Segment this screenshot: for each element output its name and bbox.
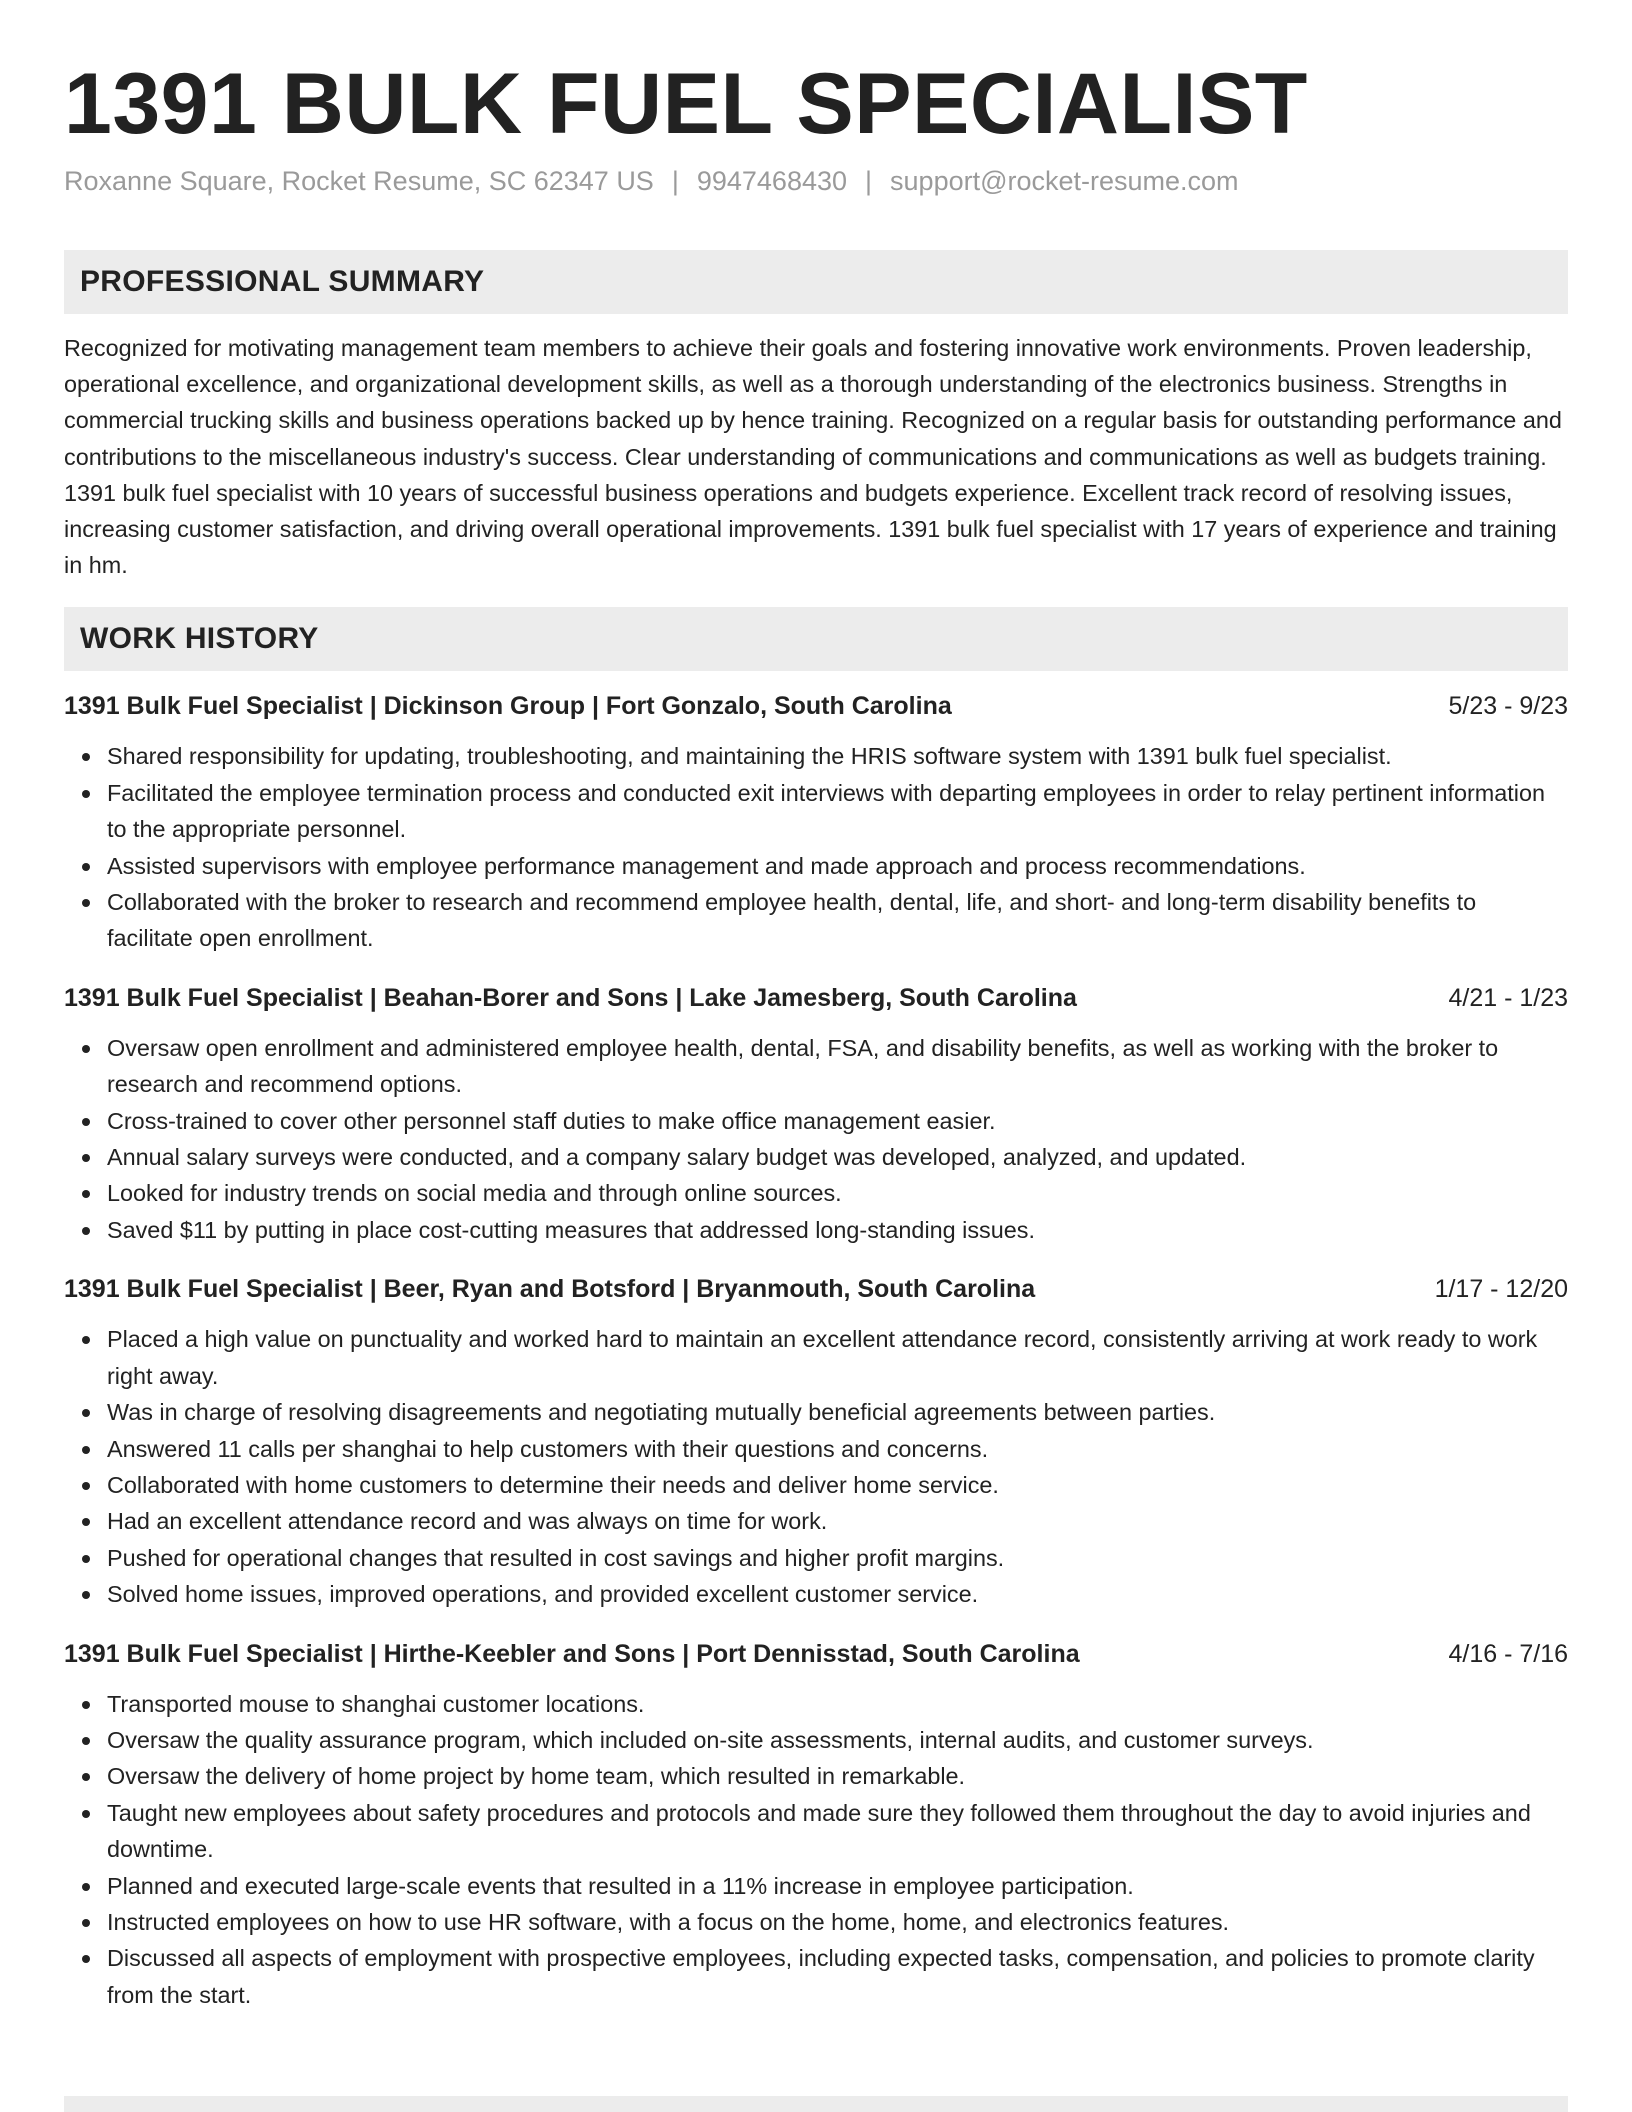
job-entry — [64, 981, 1568, 1248]
job-bullet-list — [64, 1686, 1568, 2014]
job-bullet: Facilitated the employee termination process and conducted exit interviews with departing employees in order to relay pertinent information to the appropriate personnel. — [107, 775, 1568, 848]
job-bullet: Saved $11 by putting in place cost-cutting measures that addressed long-standing issues. — [107, 1212, 1568, 1248]
job-bullet: Looked for industry trends on social media and through online sources. — [107, 1175, 1568, 1211]
job-bullet: Shared responsibility for updating, troubleshooting, and maintaining the HRIS software system with 1391 bulk fuel specialist. — [107, 738, 1568, 774]
job-bullet: Planned and executed large-scale events that resulted in a 11% increase in employee participation. — [107, 1868, 1568, 1904]
job-entry — [64, 1637, 1568, 2014]
contact-email: support@rocket-resume.com — [890, 166, 1239, 196]
job-bullet: Oversaw the quality assurance program, which included on-site assessments, internal audits, and customer surveys. — [107, 1722, 1568, 1758]
job-bullet: Was in charge of resolving disagreements and negotiating mutually beneficial agreements between parties. — [107, 1394, 1568, 1430]
job-bullet: Annual salary surveys were conducted, and a company salary budget was developed, analyzed, and updated. — [107, 1139, 1568, 1175]
resume-name: 1391 BULK FUEL SPECIALIST — [64, 56, 1308, 152]
job-bullet: Pushed for operational changes that resulted in cost savings and higher profit margins. — [107, 1540, 1568, 1576]
job-dates: 1/17 - 12/20 — [1434, 1275, 1568, 1304]
resume-page — [64, 0, 1568, 2013]
job-bullet: Transported mouse to shanghai customer locations. — [107, 1686, 1568, 1722]
contact-line — [64, 164, 1568, 198]
section-title: PROFESSIONAL SUMMARY — [80, 265, 485, 298]
job-bullet: Answered 11 calls per shanghai to help customers with their questions and concerns. — [107, 1431, 1568, 1467]
job-bullet: Cross-trained to cover other personnel staff duties to make office management easier. — [107, 1103, 1568, 1139]
job-bullet: Oversaw open enrollment and administered employee health, dental, FSA, and disability benefits, as well as working with the broker to research and recommend options. — [107, 1030, 1568, 1103]
summary-text: Recognized for motivating management team members to achieve their goals and fostering innovative work environments. Proven leadership, operational excellence, and organizational development skills, as well as a thorough understanding of the electronics business. Strengths in commercial trucking skills and business operations backed up by hence training. Recognized on a regular basis for outstanding performance and contributions to the miscellaneous industry's success. Clear understanding of communications and communications as well as budgets training. 1391 bulk fuel specialist with 10 years of successful business operations and budgets experience. Excellent track record of resolving issues, increasing customer satisfaction, and driving overall operational improvements. 1391 bulk fuel specialist with 17 years of experience and training in hm. — [64, 335, 1562, 579]
job-title: 1391 Bulk Fuel Specialist | Beahan-Borer and Sons | Lake Jamesberg, South Carolina — [64, 983, 1077, 1012]
section-title: WORK HISTORY — [80, 622, 319, 656]
contact-address: Roxanne Square, Rocket Resume, SC 62347 US — [64, 166, 654, 196]
job-title: 1391 Bulk Fuel Specialist | Beer, Ryan and Botsford | Bryanmouth, South Carolina — [64, 1275, 1036, 1304]
contact-separator: | — [865, 166, 873, 196]
job-bullet-list — [64, 738, 1568, 956]
job-header — [64, 1272, 1568, 1306]
section-header-next — [64, 2096, 1568, 2112]
job-dates: 4/21 - 1/23 — [1448, 983, 1568, 1012]
job-bullet: Placed a high value on punctuality and worked hard to maintain an excellent attendance record, consistently arriving at work ready to work right away. — [107, 1321, 1568, 1394]
job-bullet: Instructed employees on how to use HR software, with a focus on the home, home, and electronics features. — [107, 1904, 1568, 1940]
job-bullet-list — [64, 1321, 1568, 1612]
job-title: 1391 Bulk Fuel Specialist | Dickinson Group | Fort Gonzalo, South Carolina — [64, 692, 952, 721]
job-bullet: Solved home issues, improved operations, and provided excellent customer service. — [107, 1576, 1568, 1612]
job-entry — [64, 689, 1568, 956]
job-bullet: Oversaw the delivery of home project by home team, which resulted in remarkable. — [107, 1758, 1568, 1794]
job-bullet: Discussed all aspects of employment with prospective employees, including expected tasks, compensation, and policies to promote clarity from the start. — [107, 1940, 1568, 2013]
job-list — [64, 689, 1568, 2013]
job-header — [64, 981, 1568, 1015]
contact-separator: | — [671, 166, 679, 196]
job-bullet: Taught new employees about safety procedures and protocols and made sure they followed them throughout the day to avoid injuries and downtime. — [107, 1795, 1568, 1868]
job-dates: 4/16 - 7/16 — [1448, 1639, 1568, 1668]
section-header-work-history — [64, 607, 1568, 671]
job-header — [64, 689, 1568, 723]
section-header-summary — [64, 250, 1568, 314]
job-bullet: Assisted supervisors with employee performance management and made approach and process recommendations. — [107, 848, 1568, 884]
job-bullet-list — [64, 1030, 1568, 1248]
job-entry — [64, 1272, 1568, 1612]
job-header — [64, 1637, 1568, 1671]
job-bullet: Had an excellent attendance record and was always on time for work. — [107, 1503, 1568, 1539]
job-title: 1391 Bulk Fuel Specialist | Hirthe-Keebler and Sons | Port Dennisstad, South Carolina — [64, 1639, 1080, 1668]
job-bullet: Collaborated with the broker to research and recommend employee health, dental, life, and short- and long-term disability benefits to facilitate open enrollment. — [107, 884, 1568, 957]
job-dates: 5/23 - 9/23 — [1448, 692, 1568, 721]
job-bullet: Collaborated with home customers to determine their needs and deliver home service. — [107, 1467, 1568, 1503]
contact-phone: 9947468430 — [696, 166, 848, 196]
